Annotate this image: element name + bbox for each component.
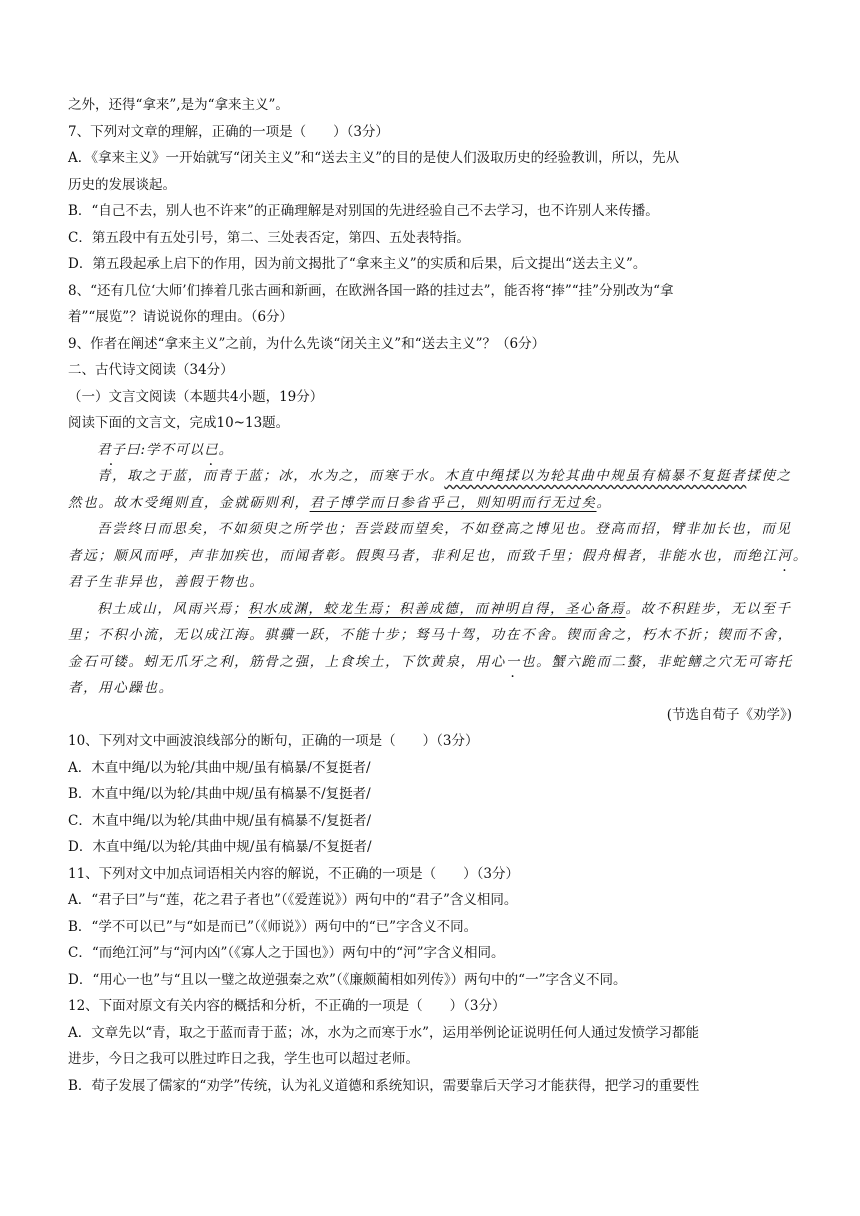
- text-span: 。: [596, 494, 612, 511]
- dotted-word: 河: [777, 547, 793, 564]
- passage-para3-line2: 里；不积小流，无以成江海。骐骥一跃，不能十步；驽马十驾，功在不舍。锲而舍之，朽木不折；锲而不舍，: [68, 627, 793, 643]
- text-span: 。: [792, 547, 808, 564]
- text-span: 者远；顺风而呼，声非加疾也，而闻者彰。假舆马者，非利足也，而致千里；假舟楫者，非能水也，而绝江: [68, 547, 778, 564]
- option-7c: C．第五段中有五处引号，第二、三处表否定，第四、五处表特指。: [68, 229, 470, 246]
- passage-opening: [68, 437, 792, 464]
- text-span: 金石可镂。蚓无爪牙之利，筋骨之强，上食埃土，下饮黄泉，用心: [68, 653, 506, 670]
- question-10: 10、下列对文中画波浪线部分的断句，正确的一项是（ ）（3分）: [68, 733, 479, 749]
- passage-para1-line2: [68, 490, 792, 517]
- source-citation: (节选自荀子《劝学》): [666, 706, 792, 723]
- question-7: 7、下列对文章的理解，正确的一项是（ ）（3分）: [68, 123, 389, 140]
- question-11: 11、下列对文中加点词语相关内容的解说，不正确的一项是（ ）（3分）: [68, 865, 520, 882]
- underlined-text: 君子博学而日参省乎己，则知明而行无过矣: [309, 494, 597, 511]
- option-11a: A．“君子曰”与“莲，花之君子者也”（《爱莲说》）两句中的“君子”含义相同。: [68, 892, 518, 908]
- passage-para3-line1: [68, 596, 792, 623]
- option-12b: B．荀子发展了儒家的“劝学”传统，认为礼义道德和系统知识，需要靠后天学习才能获得，把学习的重要性: [68, 1077, 700, 1094]
- option-12a-cont: 进步，今日之我可以胜过昨日之我，学生也可以超过老师。: [68, 1051, 419, 1067]
- underlined-text: 积水成渊，蛟龙生焉；积善成德，而神明自得，圣心备焉: [248, 600, 626, 617]
- passage-para1-line1: [68, 463, 792, 490]
- question-12: 12、下面对原文有关内容的概括和分析，不正确的一项是（ ）（3分）: [68, 998, 506, 1014]
- text-span: 。: [218, 441, 234, 458]
- passage-para2-line1: 吾尝终日而思矣，不如须臾之所学也；吾尝跂而望矣，不如登高之博见也。登高而招，臂非加长也，而见: [97, 521, 792, 537]
- option-11c: C．“而绝江河”与“河内凶”（《寡人之于国也》）两句中的“河”字含义相同。: [68, 945, 505, 961]
- passage-para2-line2: [68, 543, 808, 570]
- option-12a: A．文章先以“青，取之于蓝而青于蓝；冰，水为之而寒于水”，运用举例论证说明任何人通过发愤学习都能: [68, 1024, 700, 1041]
- instruction: 阅读下面的文言文，完成10~13题。: [68, 415, 290, 431]
- text-span: 然也。故木受绳则直，金就砺则利，: [68, 494, 310, 511]
- passage-para3-line3: [68, 649, 792, 676]
- dotted-word: 君子: [97, 441, 126, 458]
- question-8: 8、“还有几位‘大师’们捧着几张古画和新画，在欧洲各国一路的挂过去”，能否将“捧”“挂”分别改为“拿: [68, 282, 674, 299]
- option-10c: C．木直中绳/以为轮/其曲中规/虽有槁暴不/复挺者/: [68, 812, 372, 829]
- question-9: 9、作者在阐述“拿来主义”之前，为什么先谈“闭关主义”和“送去主义”？（6分）: [68, 335, 546, 352]
- text-span: 也。蟹六跪而二螯，非蛇鳝之穴无可寄托: [521, 653, 793, 670]
- option-7a: A．《拿来主义》一开始就写“闭关主义”和“送去主义”的目的是使人们汲取历史的经验教训，所以，先从: [68, 150, 680, 166]
- text-span: 。故不积跬步，无以至千: [625, 600, 792, 617]
- question-8-cont: 着”“展览”？请说说你的理由。（6分）: [68, 309, 294, 325]
- option-10a: A．木直中绳/以为轮/其曲中规/虽有槁暴/不复挺者/: [68, 759, 371, 776]
- dotted-word: 一: [505, 653, 522, 670]
- text-span: 积土成山，风雨兴焉；: [97, 600, 248, 617]
- text-span: :学不可以: [140, 441, 205, 458]
- option-7d: D．第五段起承上启下的作用，因为前文揭批了“拿来主义”的实质和后果，后文提出“送去主义”。: [68, 256, 647, 272]
- text-span: 曰: [126, 441, 141, 458]
- option-11d: D．“用心一也”与“且以一璧之故逆强秦之欢”（《廉颇蔺相如列传》）两句中的“一”字含义不同。: [68, 971, 627, 988]
- section-heading: 二、古代诗文阅读（34分）: [68, 362, 234, 378]
- option-10b: B．木直中绳/以为轮/其曲中规/虽有槁暴不/复挺者/: [68, 786, 371, 802]
- text-span: 青，取之于蓝，而青于蓝；冰，水为之，而寒于水。: [97, 468, 445, 484]
- text-span: 揉使之: [746, 468, 792, 484]
- text-line: 之外，还得“拿来”,是为“拿来主义”。: [68, 97, 289, 113]
- dotted-word: 已: [204, 441, 219, 458]
- option-11b: B．“学不可以已”与“如是而已”（《师说》）两句中的“已”字含义不同。: [68, 918, 478, 935]
- option-10d: D．木直中绳/以为轮/其曲中规/虽有槁暴/不复挺者/: [68, 839, 372, 855]
- passage-para2-line3: 君子生非异也，善假于物也。: [68, 574, 265, 590]
- option-7a-cont: 历史的发展谈起。: [68, 176, 176, 193]
- option-7b: B．“自己不去，别人也不许来”的正确理解是对别国的先进经验自己不去学习，也不许别人来传播。: [68, 203, 659, 219]
- passage-para3-line4: 者，用心躁也。: [68, 680, 174, 696]
- wavy-underlined-text: 木直中绳揉以为轮其曲中规虽有槁暴不复挺者: [444, 468, 747, 484]
- exam-page: [68, 92, 808, 1099]
- subsection-heading: （一）文言文阅读（本题共4小题，19分）: [68, 388, 324, 405]
